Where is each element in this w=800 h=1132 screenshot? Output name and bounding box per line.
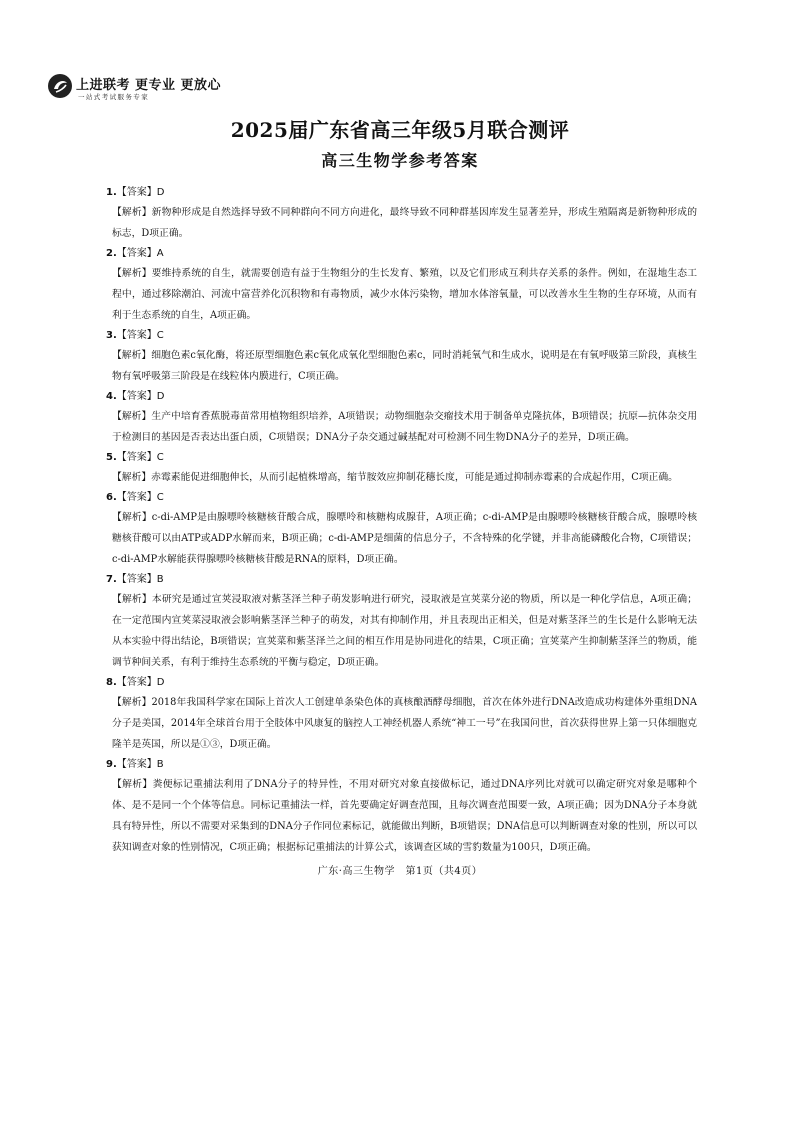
explanation-text: 【解析】细胞色素c氧化酶，将还原型细胞色素c氧化成氧化型细胞色素c，同时消耗氧气和生成水，说明是在有氧呼吸第三阶段，真核生物有氧呼吸第三阶段是在线粒体内膜进行，C项正确。	[112, 350, 697, 382]
answer-tag: 【答案】	[116, 452, 157, 463]
question-number: 6.	[106, 492, 117, 503]
answer-tag: 【答案】	[116, 574, 157, 585]
page-subtitle: 高三生物学参考答案	[321, 151, 479, 170]
answer-value: D	[156, 391, 165, 402]
answer-value: C	[156, 452, 164, 463]
brand-name: 上进联考 更专业 更放心	[76, 78, 222, 93]
page-footer: 广东·高三生物学 第1页（共4页）	[317, 866, 483, 877]
answer-tag: 【答案】	[116, 391, 157, 402]
explanation-text: 【解析】2018年我国科学家在国际上首次人工创建单条染色体的真核酿酒酵母细胞，首次在体外进行DNA改造成功构建体外重组DNA分子是美国，2014年全球首台用于全肢体中风康复的脑控人工神经机器人系统“神工一号”在我国问世，首次获得世界上第一只体细胞克隆羊是英国，所以是①③，D项正确。	[112, 697, 697, 750]
question-number: 7.	[106, 574, 117, 585]
answer-tag: 【答案】	[116, 492, 157, 503]
answer-value: C	[156, 492, 164, 503]
answer-line	[106, 489, 697, 507]
answer-tag: 【答案】	[116, 330, 157, 341]
answer-line	[106, 674, 697, 692]
question-number: 5.	[106, 452, 117, 463]
question-number: 4.	[106, 391, 117, 402]
question-item	[106, 674, 697, 755]
explanation-text: 【解析】粪便标记重捕法利用了DNA分子的特异性，不用对研究对象直接做标记，通过DNA序列比对就可以确定研究对象是哪种个体、是不是同一个个体等信息。同标记重捕法一样，首先要确定好调查范围，且每次调查范围要一致，A项正确；因为DNA分子本身就具有特异性，所以不需要对采集到的DNA分子作同位素标记，就能做出判断，B项错误；DNA信息可以判断调查对象的性别，所以可以获知调查对象的性别情况，C项正确；根据标记重捕法的计算公式，该调查区域的雪豹数量为100只，D项正确。	[112, 779, 697, 853]
answer-tag: 【答案】	[116, 248, 157, 259]
question-item	[106, 489, 697, 570]
answer-value: D	[156, 187, 165, 198]
answer-tag: 【答案】	[116, 187, 157, 198]
question-number: 2.	[106, 248, 117, 259]
explanation-text: 【解析】生产中培育香蕉脱毒苗常用植物组织培养，A项错误；动物细胞杂交瘤技术用于制备单克隆抗体，B项错误；抗原—抗体杂交用于检测目的基因是否表达出蛋白质，C项错误；DNA分子杂交通过碱基配对可检测不同生物DNA分子的差异，D项正确。	[112, 411, 697, 443]
answer-list	[106, 184, 697, 859]
question-item	[106, 571, 697, 673]
brand-logo-icon	[46, 72, 74, 100]
question-number: 3.	[106, 330, 117, 341]
answer-line	[106, 245, 697, 263]
explanation-text: 【解析】赤霉素能促进细胞伸长，从而引起植株增高，缩节胺效应抑制花穗长度，可能是通过抑制赤霉素的合成起作用，C项正确。	[112, 472, 678, 483]
brand-header	[46, 72, 246, 108]
answer-line	[106, 327, 697, 345]
explanation-text: 【解析】本研究是通过宣荚浸取液对紫茎泽兰种子萌发影响进行研究，浸取液是宣荚菜分泌的物质，所以是一种化学信息，A项正确；在一定范围内宣荚菜浸取液会影响紫茎泽兰种子的萌发，对其有抑制作用，并且表现出正相关，但是对紫茎泽兰的生长是什么影响无法从本实验中得出结论，B项错误；宣荚菜和紫茎泽兰之间的相互作用是协同进化的结果，C项正确；宣荚菜产生抑制紫茎泽兰的物质，能调节种间关系，有利于维持生态系统的平衡与稳定，D项正确。	[112, 594, 697, 668]
question-item	[106, 184, 697, 244]
answer-value: A	[156, 248, 164, 259]
question-item	[106, 756, 697, 858]
question-item	[106, 327, 697, 387]
answer-line	[106, 388, 697, 406]
answer-value: C	[156, 330, 164, 341]
page-title: 2025届广东省高三年级5月联合测评	[230, 118, 570, 142]
answer-value: B	[156, 759, 164, 770]
question-item	[106, 245, 697, 326]
question-number: 8.	[106, 677, 117, 688]
question-item	[106, 388, 697, 448]
answer-value: B	[156, 574, 164, 585]
question-item	[106, 449, 697, 488]
answer-line	[106, 184, 697, 202]
answer-line	[106, 756, 697, 774]
answer-line	[106, 449, 697, 467]
answer-line	[106, 571, 697, 589]
answer-tag: 【答案】	[116, 677, 157, 688]
question-number: 9.	[106, 759, 117, 770]
question-number: 1.	[106, 187, 117, 198]
answer-value: D	[156, 677, 165, 688]
answer-tag: 【答案】	[116, 759, 157, 770]
explanation-text: 【解析】新物种形成是自然选择导致不同种群向不同方向进化，最终导致不同种群基因库发生显著差异，形成生殖隔离是新物种形成的标志，D项正确。	[112, 207, 697, 239]
brand-tagline: 一站式考试服务专家	[78, 93, 150, 101]
explanation-text: 【解析】c-di-AMP是由腺嘌呤核糖核苷酸合成，腺嘌呤和核糖构成腺苷，A项正确；c-di-AMP是由腺嘌呤核糖核苷酸合成，腺嘌呤核糖核苷酸可以由ATP或ADP水解而来，B项正确；c-di-AMP是细菌的信息分子，不含特殊的化学键，并非高能磷酸化合物，C项错误；c-di-AMP水解能获得腺嘌呤核糖核苷酸是RNA的原料，D项正确。	[112, 512, 697, 565]
explanation-text: 【解析】要维持系统的自生，就需要创造有益于生物组分的生长发育、繁殖，以及它们形成互利共存关系的条件。例如，在湿地生态工程中，通过移除潮泊、河流中富营养化沉积物和有毒物质，减少水体污染物，增加水体溶氧量，可以改善水生生物的生存环境，从而有利于生态系统的自生，A项正确。	[112, 268, 697, 321]
